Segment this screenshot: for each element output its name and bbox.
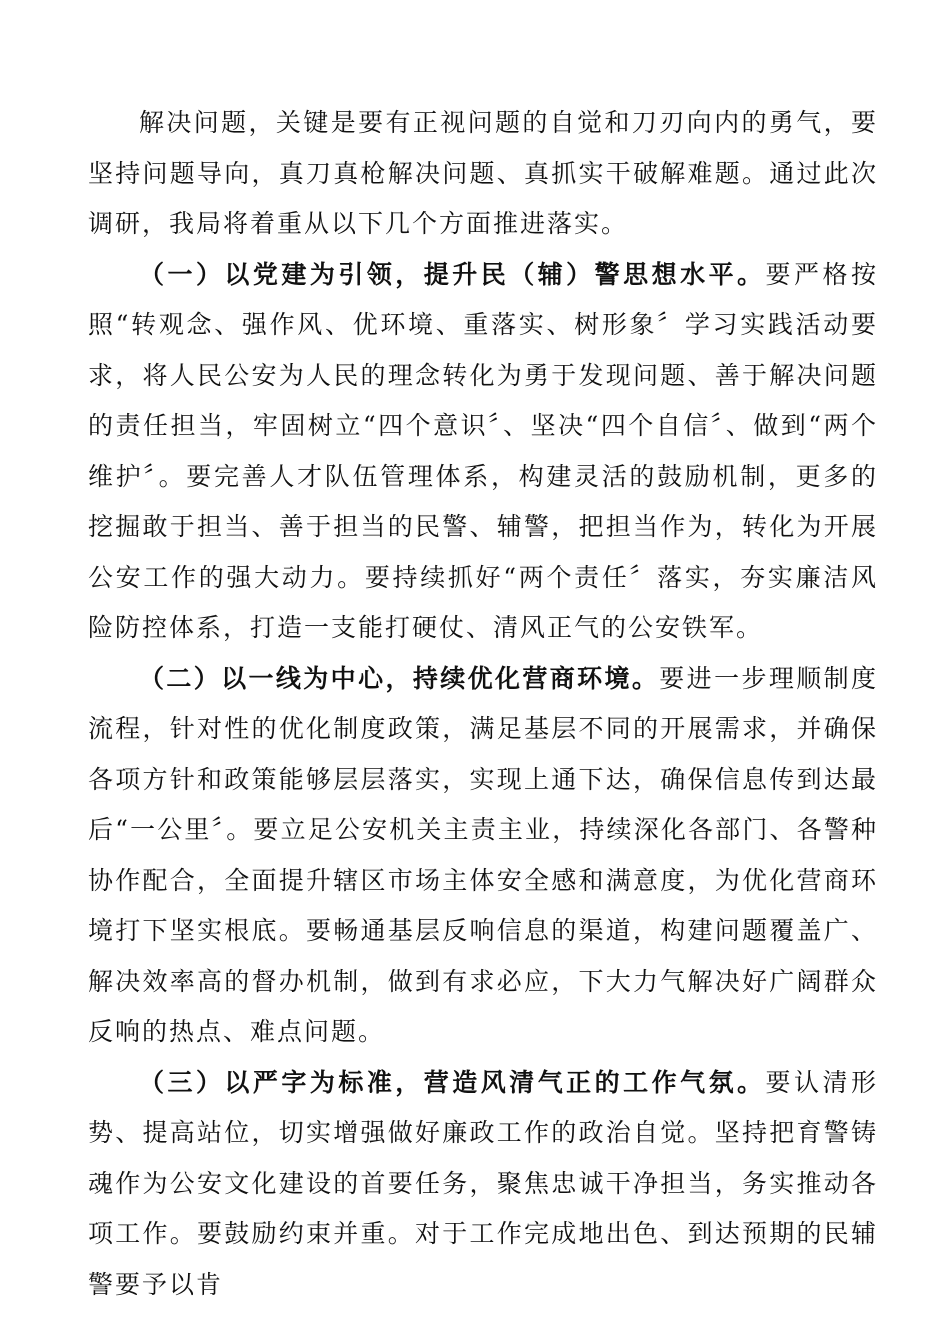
paragraph-section-2 — [88, 654, 878, 1058]
paragraph-intro — [88, 98, 878, 250]
paragraph-section-1 — [88, 250, 878, 654]
paragraph-text: 要认清形势、提高站位，切实增强做好廉政工作的政治自觉。坚持把育警铸魂作为公安文化建设的首要任务，聚焦忠诚干净担当，务实推动各项工作。要鼓励约束并重。对于工作完成地出色、到达预期的民辅警要予以肯 — [88, 1067, 878, 1299]
section-heading: （三）以严字为标准，营造风清气正的工作气氛。 — [139, 1067, 766, 1097]
paragraph-text: 解决问题，关键是要有正视问题的自觉和刀刃向内的勇气，要坚持问题导向，真刀真枪解决问题、真抓实干破解难题。通过此次调研，我局将着重从以下几个方面推进落实。 — [88, 108, 878, 238]
document-body — [88, 98, 878, 1310]
paragraph-text: 要严格按照“转观念、强作风、优环境、重落实、树形象〞学习实践活动要求，将人民公安为人民的理念转化为勇于发现问题、善于解决问题的责任担当，牢固树立“四个意识〞、坚决“四个自信〞、做到“两个维护〞。要完善人才队伍管理体系，构建灵活的鼓励机制，更多的挖掘敢于担当、善于担当的民警、辅警，把担当作为，转化为开展公安工作的强大动力。要持续抓好“两个责任〞落实，夯实廉洁风险防控体系，打造一支能打硬仗、清风正气的公安铁军。 — [88, 259, 878, 642]
paragraph-section-3 — [88, 1058, 878, 1311]
section-heading: （一）以党建为引领，提升民（辅）警思想水平。 — [139, 259, 766, 289]
section-heading: （二）以一线为中心，持续优化营商环境。 — [139, 663, 660, 693]
paragraph-text: 要进一步理顺制度流程，针对性的优化制度政策，满足基层不同的开展需求，并确保各项方针和政策能够层层落实，实现上通下达，确保信息传到达最后“一公里〞。要立足公安机关主责主业，持续深化各部门、各警种协作配合，全面提升辖区市场主体安全感和满意度，为优化营商环境打下坚实根底。要畅通基层反响信息的渠道，构建问题覆盖广、解决效率高的督办机制，做到有求必应，下大力气解决好广阔群众反响的热点、难点问题。 — [88, 663, 878, 1046]
